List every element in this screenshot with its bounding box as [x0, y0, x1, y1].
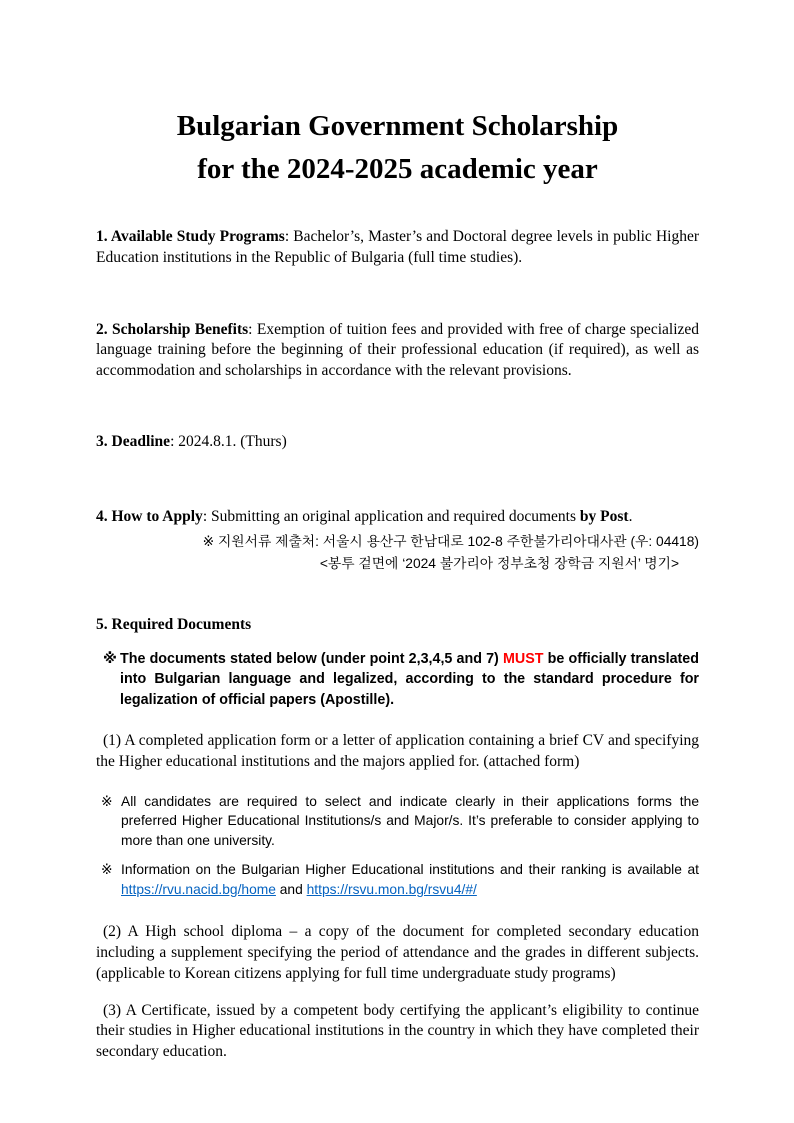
document-title [96, 105, 699, 191]
reference-mark-icon: ※ [101, 793, 113, 809]
section-4-by-post-emphasis: by Post [579, 507, 629, 525]
required-doc-item-3: (3) A Certificate, issued by a competent body certifying the applicant’s eligibility to continue their studies in Higher educational institutions in the country in which they have completed their secondary education. [96, 1001, 699, 1061]
section-3-heading: 3. Deadline [96, 432, 171, 450]
korean-envelope-line: <봉투 겉면에 ‘2024 불가리아 정부초청 장학금 지원서’ 명기> [319, 555, 679, 571]
translation-notice-text [120, 649, 699, 711]
notice-text-before-must: The documents stated below (under point 2,3,4,5 and 7) [120, 650, 503, 667]
section-available-study-programs [96, 227, 699, 269]
note-candidates-text: All candidates are required to select and indicate clearly in their applications forms the preferred Higher Educational Institutions/s and Major/s. It’s preferable to consider applying to more than one university. [121, 793, 699, 848]
section-5-heading: 5. Required Documents [96, 615, 252, 633]
translation-notice [96, 649, 699, 711]
section-4-heading: 4. How to Apply [96, 507, 203, 525]
document-page [96, 0, 699, 1063]
section-required-documents [96, 614, 699, 635]
required-doc-item-1: (1) A completed application form or a letter of application containing a brief CV and specifying the Higher educational institutions and the majors applied for. (attached form) [96, 732, 699, 770]
document-title-line1: Bulgarian Government Scholarship [176, 110, 619, 142]
note-candidates-selection [96, 792, 699, 851]
section-2-heading: 2. Scholarship Benefits [96, 320, 249, 338]
section-2-body: : Exemption of tuition fees and provided with free of charge specialized language training before the beginning of their professional education (if required), as well as accommodation and scholarships in accordance with the relevant provisions. [96, 320, 700, 380]
section-deadline [96, 432, 699, 453]
link-rvu-nacid[interactable]: https://rvu.nacid.bg/home [121, 881, 276, 897]
note-institutions-text [121, 860, 699, 899]
section-how-to-apply [96, 507, 699, 528]
notice-text-after-must: be officially translated into Bulgarian language and legalized, according to the standard procedure for legalization of official papers (Apostille). [120, 650, 699, 708]
korean-submission-note [96, 531, 699, 575]
notice-must-emphasis: MUST [502, 650, 544, 667]
reference-mark-icon: ※ [103, 650, 117, 667]
section-1-heading: 1. Available Study Programs [96, 228, 285, 245]
note-info-text-before: Information on the Bulgarian Higher Educational institutions and their ranking is available at [121, 862, 699, 878]
section-4-body: : Submitting an original application and required documents [202, 507, 580, 525]
section-3-body: : 2024.8.1. (Thurs) [170, 432, 287, 450]
section-4-body-end: . [628, 507, 633, 525]
section-1-body: : Bachelor’s, Master’s and Doctoral degree levels in public Higher Education institutions in the Republic of Bulgaria (full time studies). [96, 228, 699, 266]
required-doc-item-2: (2) A High school diploma – a copy of the document for completed secondary education including a supplement specifying the period of attendance and the grades in different subjects. (applicable to Korean citizens applying for full time undergraduate study programs) [96, 923, 699, 982]
note-info-text-mid: and [275, 881, 307, 897]
document-title-line2: for the 2024-2025 academic year [197, 153, 598, 185]
section-scholarship-benefits [96, 320, 699, 382]
link-rsvu-mon[interactable]: https://rsvu.mon.bg/rsvu4/#/ [306, 881, 477, 897]
reference-mark-icon: ※ [101, 862, 113, 878]
note-institutions-info [96, 860, 699, 899]
korean-address-line: ※ 지원서류 제출처: 서울시 용산구 한남대로 102-8 주한불가리아대사관 (우: 04418) [202, 533, 699, 549]
